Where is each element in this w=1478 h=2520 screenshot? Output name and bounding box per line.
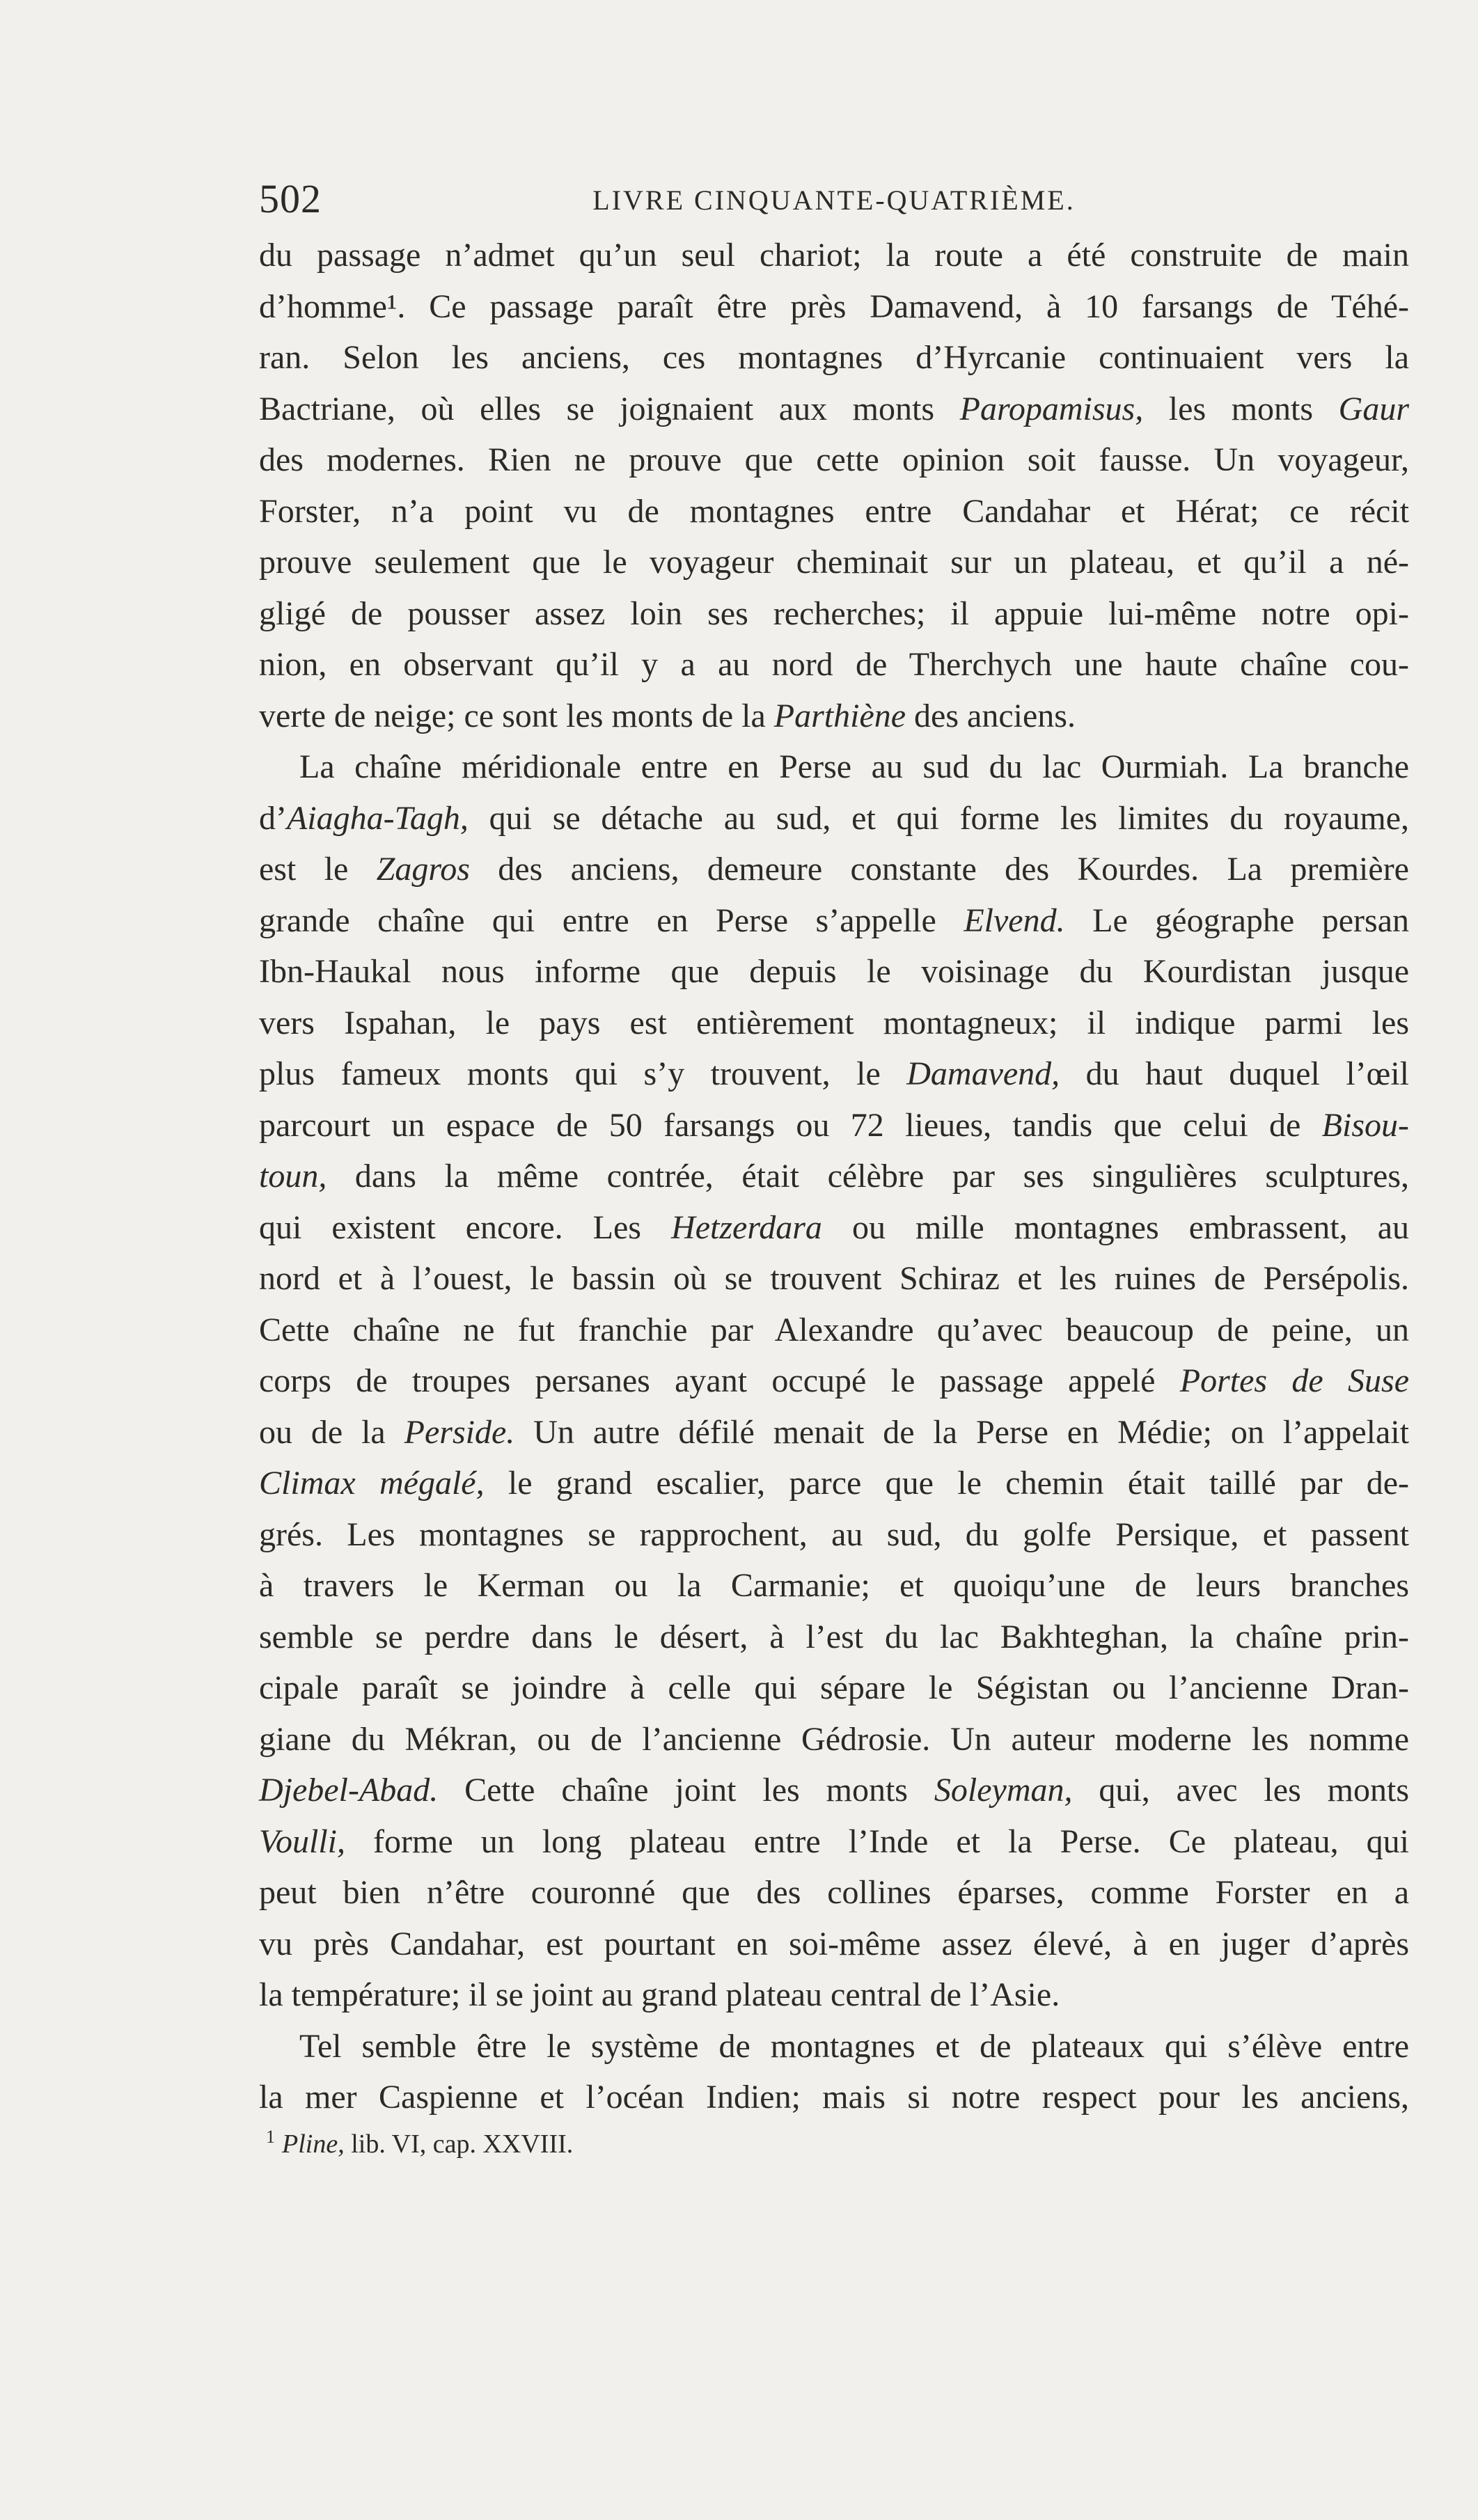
text-line: ran. Selon les anciens, ces montagnes d’Hyrcanie continuaient vers la <box>259 339 1409 376</box>
text-line: Djebel-Abad. Cette chaîne joint les monts Soleyman, qui, avec les monts <box>259 1772 1409 1809</box>
text-line: semble se perdre dans le désert, à l’est du lac Bakhteghan, la chaîne prin- <box>259 1618 1409 1655</box>
text-line: gligé de pousser assez loin ses recherches; il appuie lui-même notre opi- <box>259 594 1409 632</box>
text-line: Cette chaîne ne fut franchie par Alexandre qu’avec beaucoup de peine, un <box>259 1311 1409 1348</box>
text-line: verte de neige; ce sont les monts de la Parthiène des anciens. <box>259 697 1076 734</box>
text-line: nord et à l’ouest, le bassin où se trouvent Schiraz et les ruines de Persépolis. <box>259 1260 1409 1297</box>
text-line: grande chaîne qui entre en Perse s’appelle Elvend. Le géographe persan <box>259 901 1409 939</box>
page-number: 502 <box>259 176 322 221</box>
text-line: d’homme¹. Ce passage paraît être près Damavend, à 10 farsangs de Téhé- <box>259 288 1409 325</box>
footnote-text: Pline, lib. VI, cap. XXVIII. <box>282 2129 574 2159</box>
text-line: qui existent encore. Les Hetzerdara ou mille montagnes embrassent, au <box>259 1208 1409 1246</box>
text-line: d’Aiagha-Tagh, qui se détache au sud, et qui forme les limites du royaume, <box>259 799 1409 837</box>
text-line: corps de troupes persanes ayant occupé le passage appelé Portes de Suse <box>259 1362 1410 1399</box>
page-header <box>259 175 1409 224</box>
text-line: La chaîne méridionale entre en Perse au sud du lac Ourmiah. La branche <box>299 748 1409 785</box>
text-line: Climax mégalé, le grand escalier, parce que le chemin était taillé par de- <box>259 1465 1409 1502</box>
text-line: peut bien n’être couronné que des collines éparses, comme Forster en a <box>259 1874 1409 1911</box>
text-line: du passage n’admet qu’un seul chariot; la route a été construite de main <box>259 237 1409 274</box>
text-line: Forster, n’a point vu de montagnes entre Candahar et Hérat; ce récit <box>259 492 1409 530</box>
text-line: nion, en observant qu’il y a au nord de Therchych une haute chaîne cou- <box>259 646 1409 683</box>
text-line: grés. Les montagnes se rapprochent, au sud, du golfe Persique, et passent <box>259 1515 1409 1553</box>
text-line: à travers le Kerman ou la Carmanie; et quoiqu’une de leurs branches <box>259 1567 1409 1604</box>
text-line: Ibn-Haukal nous informe que depuis le voisinage du Kourdistan jusque <box>259 953 1409 990</box>
text-line: toun, dans la même contrée, était célèbre par ses singulières sculptures, <box>259 1158 1409 1195</box>
text-line: est le Zagros des anciens, demeure constante des Kourdes. La première <box>259 851 1409 888</box>
text-line: la mer Caspienne et l’océan Indien; mais si notre respect pour les anciens, <box>259 2079 1409 2116</box>
text-line: Bactriane, où elles se joignaient aux monts Paropamisus, les monts Gaur <box>259 390 1410 427</box>
text-line: des modernes. Rien ne prouve que cette opinion soit fausse. Un voyageur, <box>259 441 1409 478</box>
footnote <box>266 2120 1380 2161</box>
text-line: plus fameux monts qui s’y trouvent, le Damavend, du haut duquel l’œil <box>259 1055 1410 1092</box>
text-line: cipale paraît se joindre à celle qui sépare le Ségistan ou l’ancienne Dran- <box>259 1669 1409 1706</box>
text-line: vu près Candahar, est pourtant en soi-même assez élevé, à en juger d’après <box>259 1925 1409 1962</box>
body-text <box>259 230 1409 2123</box>
text-line: giane du Mékran, ou de l’ancienne Gédrosie. Un auteur moderne les nomme <box>259 1720 1409 1758</box>
text-line: vers Ispahan, le pays est entièrement montagneux; il indique parmi les <box>259 1004 1409 1041</box>
text-line: prouve seulement que le voyageur cheminait sur un plateau, et qu’il a né- <box>259 544 1409 581</box>
text-line: Voulli, forme un long plateau entre l’Inde et la Perse. Ce plateau, qui <box>259 1822 1409 1860</box>
text-line: ou de la Perside. Un autre défilé menait de la Perse en Médie; on l’appelait <box>259 1413 1409 1451</box>
running-title: LIVRE CINQUANTE-QUATRIÈME. <box>592 184 1076 216</box>
text-line: la température; il se joint au grand plateau central de l’Asie. <box>259 1976 1060 2013</box>
text-line: Tel semble être le système de montagnes et de plateaux qui s’élève entre <box>299 2027 1409 2065</box>
text-line: parcourt un espace de 50 farsangs ou 72 lieues, tandis que celui de Bisou- <box>259 1106 1409 1144</box>
footnote-marker: 1 <box>266 2127 275 2147</box>
